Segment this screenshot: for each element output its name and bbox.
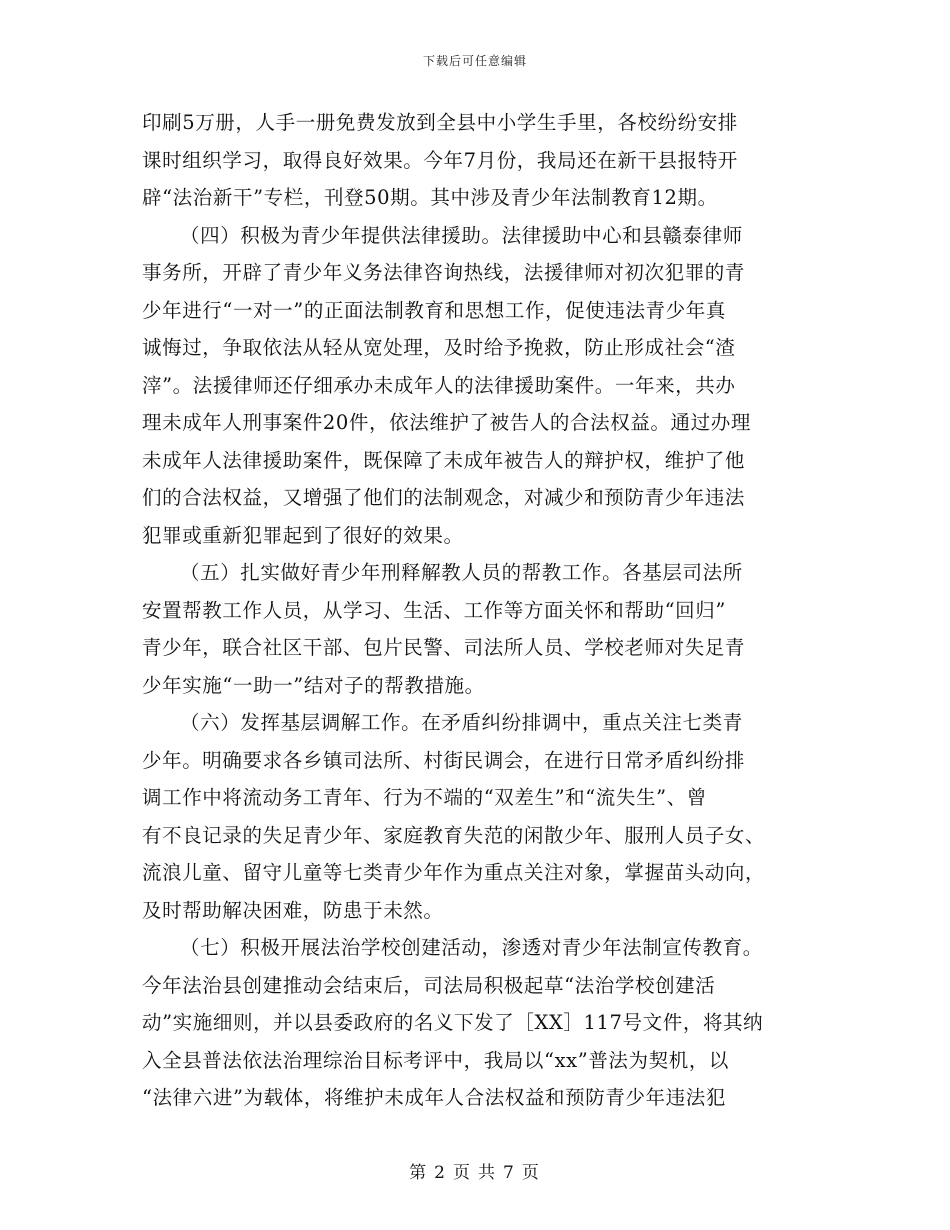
paragraph-start-line: （四）积极为青少年提供法律援助。法律援助中心和县赣泰律师	[180, 223, 743, 247]
page-word: 页	[453, 1163, 472, 1183]
text-line: 有不良记录的失足青少年、家庭教育失范的闲散少年、服刑人员子女、	[142, 823, 766, 847]
text-line: 安置帮教工作人员，从学习、生活、工作等方面关怀和帮助“回归”	[142, 598, 726, 622]
paragraph-start-line: （六）发挥基层调解工作。在矛盾纠纷排调中，重点关注七类青	[180, 711, 743, 734]
text-line: 印刷5万册，人手一册免费发放到全县中小学生手里，各校纷纷安排	[142, 111, 738, 134]
text-line: 犯罪或重新犯罪起到了很好的效果。	[142, 523, 464, 547]
text-line: 少年进行“一对一”的正面法制教育和思想工作，促使违法青少年真	[142, 298, 726, 322]
page-prefix: 第	[409, 1163, 429, 1183]
document-body	[142, 104, 802, 1117]
total-word: 共	[478, 1163, 497, 1183]
text-line: 辟“法治新干”专栏，刊登50期。其中涉及青少年法制教育12期。	[142, 186, 718, 209]
text-line: 未成年人法律援助案件，既保障了未成年被告人的辩护权，维护了他	[142, 448, 746, 472]
text-line: 们的合法权益，又增强了他们的法制观念，对减少和预防青少年违法	[142, 486, 746, 509]
text-line: 动”实施细则，并以县委政府的名义下发了［XX］117号文件，将其纳	[142, 1011, 764, 1034]
text-line: 理未成年人刑事案件20件，依法维护了被告人的合法权益。通过办理	[142, 411, 751, 434]
page-header: 下载后可任意编辑	[422, 54, 527, 68]
text-line: 课时组织学习，取得良好效果。今年7月份，我局还在新干县报特开	[142, 148, 738, 172]
text-line: 滓”。法援律师还仔细承办未成年人的法律援助案件。一年来，共办	[142, 373, 736, 397]
text-line: “法律六进”为载体，将维护未成年人合法权益和预防青少年违法犯	[142, 1086, 726, 1109]
text-line: 流浪儿童、留守儿童等七类青少年作为重点关注对象，掌握苗头动向，	[142, 861, 766, 884]
text-line: 青少年，联合社区干部、包片民警、司法所人员、学校老师对失足青	[142, 636, 746, 659]
text-line: 诚悔过，争取依法从轻从宽处理，及时给予挽救，防止形成社会“渣	[142, 336, 736, 359]
text-line: 入全县普法依法治理综治目标考评中，我局以“xx”普法为契机，以	[142, 1048, 730, 1072]
text-line: 及时帮助解决困难，防患于未然。	[142, 898, 444, 922]
total-page-number: 7	[503, 1163, 516, 1183]
text-line: 少年。明确要求各乡镇司法所、村街民调会，在进行日常矛盾纠纷排	[142, 748, 746, 772]
page-number-footer	[0, 1158, 950, 1183]
paragraph-start-line: （七）积极开展法治学校创建活动，渗透对青少年法制宣传教育。	[180, 936, 763, 959]
text-line: 少年实施“一助一”结对子的帮教措施。	[142, 673, 485, 697]
text-line: 调工作中将流动务工青年、行为不端的“双差生”和“流失生”、曾	[142, 786, 707, 809]
text-line: 今年法治县创建推动会结束后，司法局积极起草“法治学校创建活	[142, 973, 716, 997]
page-suffix: 页	[521, 1163, 541, 1183]
text-line: 事务所，开辟了青少年义务法律咨询热线，法援律师对初次犯罪的青	[142, 261, 746, 284]
current-page-number: 2	[434, 1163, 447, 1183]
paragraph-start-line: （五）扎实做好青少年刑释解教人员的帮教工作。各基层司法所	[180, 561, 743, 584]
